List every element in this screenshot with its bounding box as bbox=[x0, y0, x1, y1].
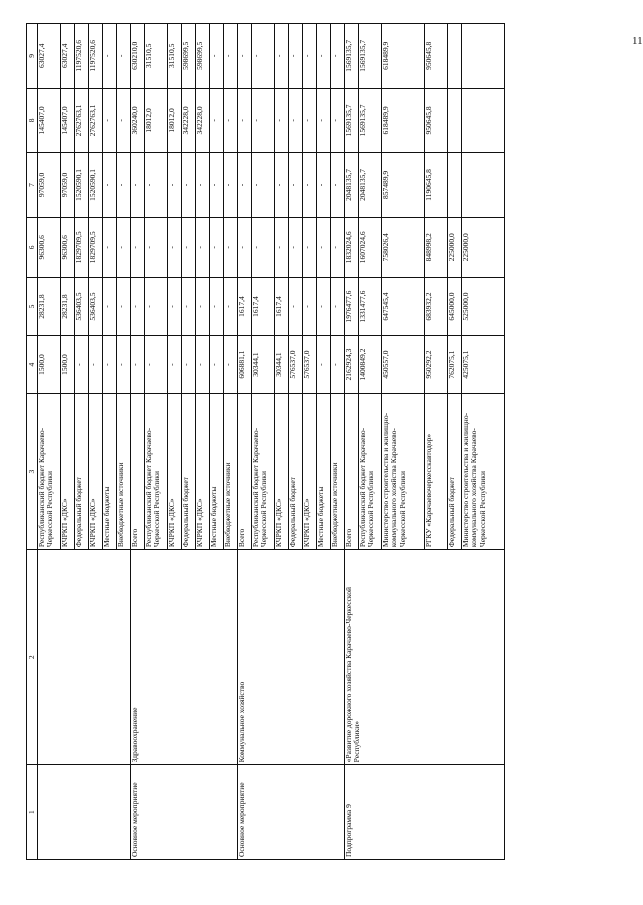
value-cell: - bbox=[210, 88, 224, 153]
value-cell: 30344,1 bbox=[252, 336, 275, 394]
value-cell: - bbox=[303, 88, 317, 153]
value-cell: - bbox=[103, 24, 117, 89]
funding-source: КЧРКП «ДКС» bbox=[275, 394, 289, 550]
table-row bbox=[38, 24, 61, 860]
value-cell: - bbox=[224, 88, 238, 153]
value-cell: - bbox=[210, 153, 224, 218]
value-cell: 1190645,8 bbox=[425, 153, 448, 218]
value-cell: - bbox=[196, 336, 210, 394]
funding-source: Федеральный бюджет bbox=[75, 394, 89, 550]
value-cell: - bbox=[182, 336, 196, 394]
value-cell: 1607024,6 bbox=[359, 217, 382, 277]
header-cell: 9 bbox=[27, 24, 38, 89]
row-group-title: Коммунальное хозяйство bbox=[238, 550, 345, 765]
funding-source: Республиканский бюджет Карачаево-Черкесской Республики bbox=[145, 394, 168, 550]
value-cell: - bbox=[145, 153, 168, 218]
value-cell: - bbox=[117, 88, 131, 153]
value-cell bbox=[462, 153, 505, 218]
value-cell: 645000,0 bbox=[448, 277, 462, 335]
value-cell: 1569135,7 bbox=[359, 24, 382, 89]
value-cell: - bbox=[168, 277, 182, 335]
row-group-title: «Развитие дорожного хозяйства Карачаево-Черкесской Республики» bbox=[345, 550, 505, 765]
value-cell: - bbox=[303, 217, 317, 277]
value-cell: 647545,4 bbox=[382, 277, 425, 335]
value-cell: 1569135,7 bbox=[345, 88, 359, 153]
row-group-type: Подпрограмма 9 bbox=[345, 765, 505, 860]
value-cell: 225000,0 bbox=[462, 217, 505, 277]
value-cell: - bbox=[145, 217, 168, 277]
value-cell: - bbox=[103, 153, 117, 218]
value-cell: 536403,5 bbox=[89, 277, 103, 335]
table-row bbox=[345, 24, 359, 860]
value-cell: - bbox=[224, 153, 238, 218]
value-cell: 598699,5 bbox=[182, 24, 196, 89]
value-cell: 1829709,5 bbox=[75, 217, 89, 277]
value-cell: - bbox=[117, 217, 131, 277]
value-cell: - bbox=[131, 336, 145, 394]
value-cell: - bbox=[289, 277, 303, 335]
funding-source: КЧРКП «ДКС» bbox=[303, 394, 317, 550]
value-cell: 425075,1 bbox=[462, 336, 505, 394]
header-cell: 6 bbox=[27, 217, 38, 277]
value-cell: 1331477,6 bbox=[359, 277, 382, 335]
value-cell: - bbox=[210, 336, 224, 394]
value-cell: - bbox=[275, 153, 289, 218]
value-cell bbox=[448, 153, 462, 218]
value-cell: - bbox=[275, 217, 289, 277]
value-cell: - bbox=[210, 277, 224, 335]
header-cell: 2 bbox=[27, 550, 38, 765]
funding-source: Федеральный бюджет bbox=[182, 394, 196, 550]
header-cell: 1 bbox=[27, 765, 38, 860]
value-cell: - bbox=[317, 88, 331, 153]
value-cell: - bbox=[131, 277, 145, 335]
header-cell: 5 bbox=[27, 277, 38, 335]
value-cell: 1197520,6 bbox=[89, 24, 103, 89]
value-cell: - bbox=[224, 336, 238, 394]
funding-source: Министерство строительства и жилищно-коммунального хозяйства Карачаево-Черкесской Республики bbox=[382, 394, 425, 550]
value-cell: 1520590,1 bbox=[89, 153, 103, 218]
value-cell: - bbox=[252, 88, 275, 153]
funding-source: Федеральный бюджет bbox=[289, 394, 303, 550]
funding-source: КЧРКП «ДКС» bbox=[89, 394, 103, 550]
value-cell: 31510,5 bbox=[145, 24, 168, 89]
value-cell: - bbox=[145, 277, 168, 335]
funding-source: Местные бюджеты bbox=[317, 394, 331, 550]
value-cell: - bbox=[210, 217, 224, 277]
value-cell: 950645,8 bbox=[425, 24, 448, 89]
value-cell: - bbox=[224, 217, 238, 277]
value-cell: - bbox=[103, 336, 117, 394]
value-cell: - bbox=[252, 153, 275, 218]
value-cell: 63027,4 bbox=[61, 24, 75, 89]
value-cell: 97059,0 bbox=[38, 153, 61, 218]
value-cell: 2048135,7 bbox=[345, 153, 359, 218]
value-cell: 857489,9 bbox=[382, 153, 425, 218]
value-cell: - bbox=[317, 153, 331, 218]
table-body bbox=[27, 24, 505, 860]
value-cell: 18012,0 bbox=[145, 88, 168, 153]
value-cell: - bbox=[238, 217, 252, 277]
value-cell: 1617,4 bbox=[275, 277, 289, 335]
value-cell bbox=[448, 24, 462, 89]
value-cell: 31510,5 bbox=[168, 24, 182, 89]
header-cell: 3 bbox=[27, 394, 38, 550]
value-cell: - bbox=[303, 24, 317, 89]
funding-source: Внебюджетные источники bbox=[224, 394, 238, 550]
value-cell: - bbox=[331, 217, 345, 277]
value-cell: - bbox=[196, 217, 210, 277]
funding-source: Внебюджетные источники bbox=[117, 394, 131, 550]
value-cell: - bbox=[224, 277, 238, 335]
funding-source: Республиканский бюджет Карачаево-Черкесской Республики bbox=[38, 394, 61, 550]
value-cell: 630210,0 bbox=[131, 24, 145, 89]
header-cell: 7 bbox=[27, 153, 38, 218]
value-cell: - bbox=[182, 277, 196, 335]
value-cell: - bbox=[331, 153, 345, 218]
value-cell: 1617,4 bbox=[238, 277, 252, 335]
table-row bbox=[238, 24, 252, 860]
value-cell: 576537,0 bbox=[303, 336, 317, 394]
value-cell: - bbox=[331, 336, 345, 394]
budget-table bbox=[26, 23, 505, 860]
funding-source: Всего bbox=[131, 394, 145, 550]
value-cell: - bbox=[289, 153, 303, 218]
value-cell: 848998,2 bbox=[425, 217, 448, 277]
value-cell bbox=[462, 24, 505, 89]
value-cell: - bbox=[317, 336, 331, 394]
value-cell: 1400849,2 bbox=[359, 336, 382, 394]
value-cell: 30344,1 bbox=[275, 336, 289, 394]
value-cell: - bbox=[75, 336, 89, 394]
value-cell: - bbox=[331, 88, 345, 153]
value-cell: - bbox=[331, 277, 345, 335]
value-cell: 1520590,1 bbox=[75, 153, 89, 218]
value-cell: - bbox=[145, 336, 168, 394]
table-row bbox=[131, 24, 145, 860]
funding-source: КЧРКП «ДКС» bbox=[168, 394, 182, 550]
value-cell: 97059,0 bbox=[61, 153, 75, 218]
value-cell: - bbox=[117, 336, 131, 394]
value-cell: 950292,2 bbox=[425, 336, 448, 394]
value-cell: - bbox=[238, 24, 252, 89]
value-cell: - bbox=[317, 217, 331, 277]
value-cell: - bbox=[238, 153, 252, 218]
value-cell: 683932,2 bbox=[425, 277, 448, 335]
value-cell: - bbox=[252, 217, 275, 277]
funding-source: КЧРКП «ДКС» bbox=[196, 394, 210, 550]
value-cell: 576537,0 bbox=[289, 336, 303, 394]
funding-source: Республиканский бюджет Карачаево-Черкесской Республики bbox=[252, 394, 275, 550]
value-cell: 1500,0 bbox=[38, 336, 61, 394]
funding-source: Внебюджетные источники bbox=[331, 394, 345, 550]
header-row bbox=[27, 24, 38, 860]
value-cell: 342228,0 bbox=[182, 88, 196, 153]
value-cell: - bbox=[289, 24, 303, 89]
value-cell: 1500,0 bbox=[61, 336, 75, 394]
row-group-title: Здравоохранение bbox=[131, 550, 238, 765]
row-group-type bbox=[38, 765, 131, 860]
value-cell: 63027,4 bbox=[38, 24, 61, 89]
funding-source: Местные бюджеты bbox=[210, 394, 224, 550]
value-cell: 96300,6 bbox=[38, 217, 61, 277]
value-cell: - bbox=[103, 277, 117, 335]
value-cell: - bbox=[224, 24, 238, 89]
value-cell: 450557,0 bbox=[382, 336, 425, 394]
value-cell: 225000,0 bbox=[448, 217, 462, 277]
value-cell: - bbox=[168, 217, 182, 277]
value-cell: 758026,4 bbox=[382, 217, 425, 277]
value-cell: - bbox=[182, 153, 196, 218]
value-cell: - bbox=[117, 24, 131, 89]
value-cell: 1197520,6 bbox=[75, 24, 89, 89]
value-cell: - bbox=[117, 277, 131, 335]
value-cell: - bbox=[131, 217, 145, 277]
funding-source: Местные бюджеты bbox=[103, 394, 117, 550]
funding-source: Министерство строительства и жилищно-коммунального хозяйства Карачаево-Черкесской Республики bbox=[462, 394, 505, 550]
row-group-type: Основное мероприятие bbox=[131, 765, 238, 860]
value-cell: 762075,1 bbox=[448, 336, 462, 394]
header-cell: 4 bbox=[27, 336, 38, 394]
value-cell: 2162924,3 bbox=[345, 336, 359, 394]
value-cell: - bbox=[275, 88, 289, 153]
value-cell bbox=[448, 88, 462, 153]
value-cell: 1976477,6 bbox=[345, 277, 359, 335]
value-cell: 145407,0 bbox=[38, 88, 61, 153]
value-cell: - bbox=[303, 153, 317, 218]
value-cell: - bbox=[317, 277, 331, 335]
value-cell: 2762763,1 bbox=[75, 88, 89, 153]
header-cell: 8 bbox=[27, 88, 38, 153]
value-cell: 618489,9 bbox=[382, 24, 425, 89]
value-cell: - bbox=[196, 153, 210, 218]
value-cell: 360240,0 bbox=[131, 88, 145, 153]
value-cell: - bbox=[252, 24, 275, 89]
funding-source: Всего bbox=[238, 394, 252, 550]
value-cell: 96300,6 bbox=[61, 217, 75, 277]
value-cell: - bbox=[289, 217, 303, 277]
value-cell: 1569135,7 bbox=[345, 24, 359, 89]
value-cell: 28231,8 bbox=[38, 277, 61, 335]
value-cell: - bbox=[168, 153, 182, 218]
value-cell: 606881,1 bbox=[238, 336, 252, 394]
row-group-type: Основное мероприятие bbox=[238, 765, 345, 860]
value-cell: - bbox=[238, 88, 252, 153]
value-cell: - bbox=[289, 88, 303, 153]
value-cell: - bbox=[210, 24, 224, 89]
value-cell: - bbox=[196, 277, 210, 335]
value-cell: 2762763,1 bbox=[89, 88, 103, 153]
value-cell: 1832024,6 bbox=[345, 217, 359, 277]
value-cell: - bbox=[131, 153, 145, 218]
funding-source: КЧРКП «ДКС» bbox=[61, 394, 75, 550]
value-cell: - bbox=[275, 24, 289, 89]
page-number: 11 bbox=[632, 35, 643, 47]
value-cell: 2048135,7 bbox=[359, 153, 382, 218]
value-cell: - bbox=[103, 217, 117, 277]
value-cell: 145407,0 bbox=[61, 88, 75, 153]
value-cell: 28231,8 bbox=[61, 277, 75, 335]
value-cell: 1569135,7 bbox=[359, 88, 382, 153]
value-cell bbox=[462, 88, 505, 153]
value-cell: - bbox=[168, 336, 182, 394]
value-cell: 598699,5 bbox=[196, 24, 210, 89]
value-cell: 536403,5 bbox=[75, 277, 89, 335]
value-cell: 18012,0 bbox=[168, 88, 182, 153]
value-cell: - bbox=[303, 277, 317, 335]
value-cell: - bbox=[317, 24, 331, 89]
value-cell: - bbox=[89, 336, 103, 394]
funding-source: Республиканский бюджет Карачаево-Черкесской Республики bbox=[359, 394, 382, 550]
funding-source: Федеральный бюджет bbox=[448, 394, 462, 550]
value-cell: 950645,8 bbox=[425, 88, 448, 153]
row-group-title bbox=[38, 550, 131, 765]
funding-source: Всего bbox=[345, 394, 359, 550]
value-cell: - bbox=[117, 153, 131, 218]
value-cell: 525000,0 bbox=[462, 277, 505, 335]
value-cell: 1617,4 bbox=[252, 277, 275, 335]
value-cell: - bbox=[182, 217, 196, 277]
value-cell: - bbox=[331, 24, 345, 89]
value-cell: 618489,9 bbox=[382, 88, 425, 153]
funding-source: РГКУ «Карачаевочеркесскавтодор» bbox=[425, 394, 448, 550]
value-cell: - bbox=[103, 88, 117, 153]
value-cell: 1829709,5 bbox=[89, 217, 103, 277]
value-cell: 342228,0 bbox=[196, 88, 210, 153]
